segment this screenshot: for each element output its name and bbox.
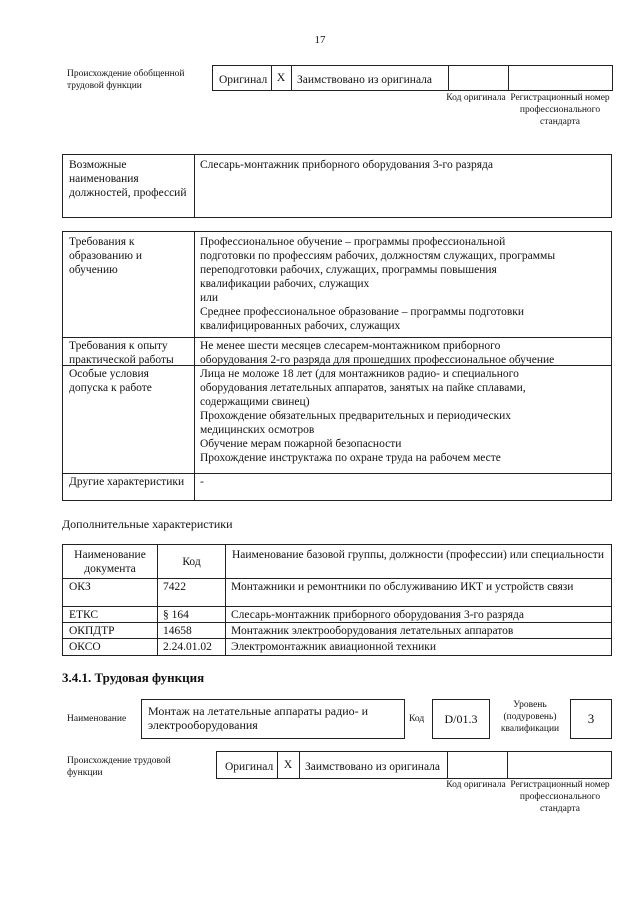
table-row-okpdtr-code: 14658 [163,625,192,637]
function-name-value: Монтаж на летательные аппараты радио- и электрооборудования [148,704,369,732]
positions-label: Возможные наименования должностей, профессий [69,159,187,199]
function-code-original-caption: Код оригинала [446,780,506,790]
req-conditions-value: Лица не моложе 18 лет (для монтажников радио- и специального оборудования летательных аппаратов, занятых на пайке сплавами, содержащими свинец) Прохождение обязательных предварительных и периодических медицинских осмотров Обучение мерам пожарной безопасности Прохождение инструктажа по охране труда на рабочем месте [200,368,526,464]
table-row-okpdtr-doc: ОКПДТР [69,625,115,637]
section-heading: 3.4.1. Трудовая функция [62,670,205,685]
origin-function-mark: X [283,759,293,771]
requirements-table [62,231,612,501]
table-row-okz-doc: ОКЗ [69,581,91,593]
req-experience-value: Не менее шести месяцев слесарем-монтажником приборного оборудования 2-го разряда для прошедших профессиональное обучение [200,340,555,366]
origin-function-borrowed: Заимствовано из оригинала [305,761,440,773]
header-code: Код [182,556,201,568]
table-row-etks-name: Слесарь-монтажник приборного оборудования 3-го разряда [231,609,524,621]
table-row-okso-name: Электромонтажник авиационной техники [231,641,437,653]
origin-original-cell: Оригинал [219,74,268,86]
code-original-caption: Код оригинала [446,93,506,103]
table-row-okz-name: Монтажники и ремонтники по обслуживанию ИКТ и устройств связи [231,581,574,593]
function-reg-number-caption: Регистрационный номер профессионального стандарта [510,780,610,814]
function-code-value: D/01.3 [444,712,478,726]
origin-function-table [216,751,612,779]
origin-generalized-table [212,65,613,91]
req-other-label: Другие характеристики [69,476,185,488]
header-doc-name: Наименование документа [74,549,146,575]
header-group-name: Наименование базовой группы, должности (профессии) или специальности [232,549,604,561]
req-other-value: - [200,476,204,488]
origin-function-original: Оригинал [225,761,274,773]
level-box [570,699,612,739]
positions-table [62,154,612,218]
additional-heading: Дополнительные характеристики [62,517,233,531]
table-row-okso-code: 2.24.01.02 [163,641,212,653]
req-education-value: Профессиональное обучение – программы профессиональной подготовки по профессиям рабочих, должностям служащих, программы переподготовки рабочих, служащих, программы повышения квалификации рабочих, служащих или Среднее профессиональное образование – программы подготовки квалифицированных рабочих, служащих [200,236,556,332]
table-row-okso-doc: ОКСО [69,641,101,653]
level-label: Уровень (подуровень) квалификации [500,700,560,734]
page-number: 17 [314,34,326,46]
reg-number-caption: Регистрационный номер профессионального стандарта [510,93,610,127]
origin-borrowed-cell: Заимствовано из оригинала [297,74,432,86]
level-value: 3 [587,711,595,726]
function-code-box [432,699,490,739]
req-education-label: Требования к образованию и обучению [69,236,142,276]
positions-value: Слесарь-монтажник приборного оборудования 3-го разряда [200,159,493,171]
function-name-box [141,699,405,739]
table-row-okz-code: 7422 [163,581,186,593]
function-code-label: Код [409,714,425,724]
table-row-okpdtr-name: Монтажник электрооборудования летательных аппаратов [231,625,514,637]
table-row-etks-doc: ЕТКС [69,609,99,621]
req-conditions-label: Особые условия допуска к работе [69,368,152,394]
additional-table [62,544,612,656]
origin-function-label: Происхождение трудовой функции [67,756,171,778]
function-name-label: Наименование [67,714,127,724]
table-row-etks-code: § 164 [163,609,189,621]
origin-mark-cell: X [276,72,286,84]
origin-generalized-label: Происхождение обобщенной трудовой функции [67,69,185,91]
req-experience-label: Требования к опыту практической работы [69,340,174,366]
